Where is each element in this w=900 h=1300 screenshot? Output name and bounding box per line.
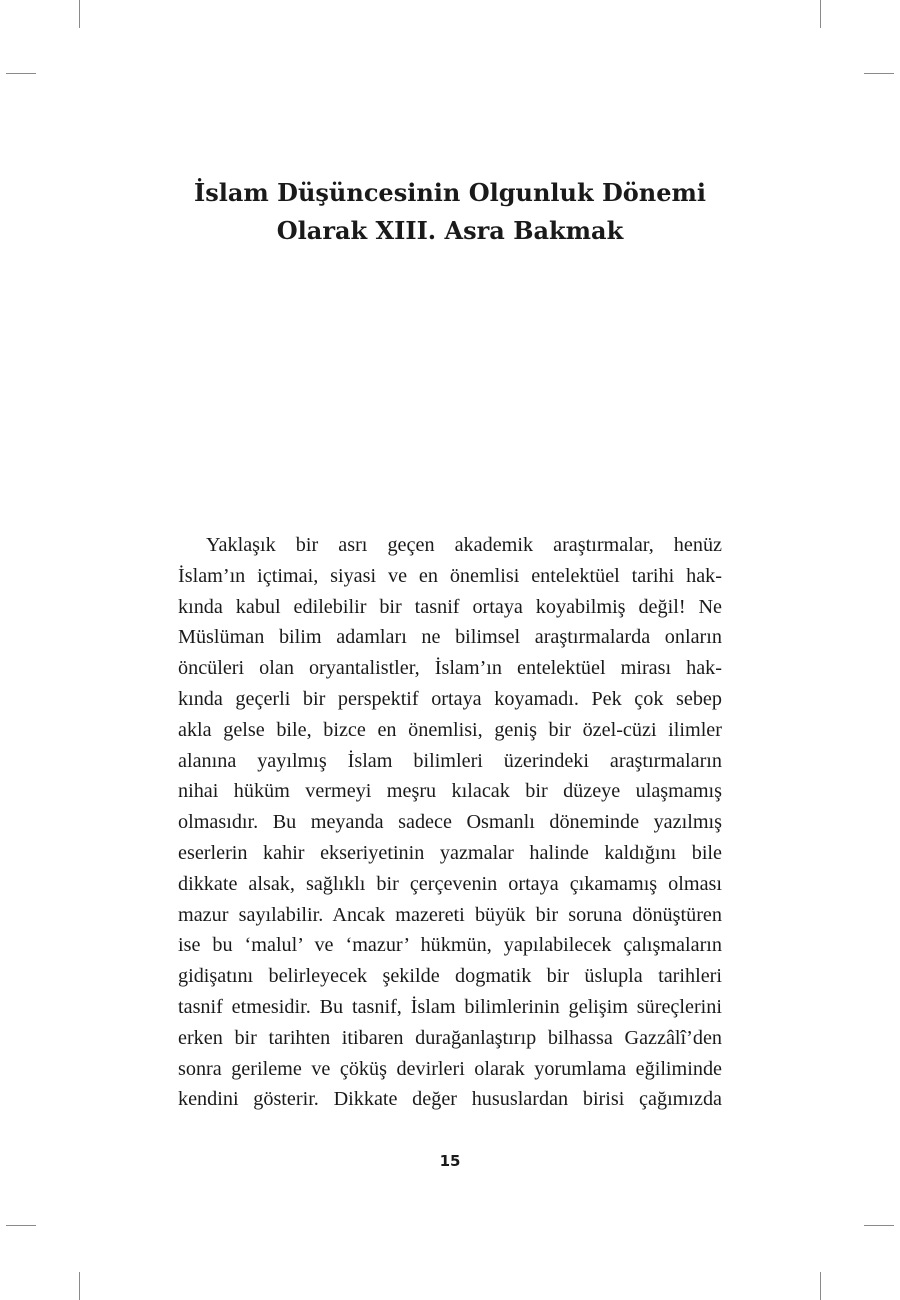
body-line: ise bu ‘malul’ ve ‘mazur’ hükmün, yapılabilecek çalışmaların [178, 934, 722, 957]
body-line: öncüleri olan oryantalistler, İslam’ın entelektüel mirası hak- [178, 657, 722, 680]
body-line: tasnif etmesidir. Bu tasnif, İslam bilimlerinin gelişim süreçlerini [178, 995, 722, 1018]
body-line: eserlerin kahir ekseriyetinin yazmalar halinde kaldığını bile [178, 841, 722, 864]
chapter-title-line-2: Olarak XIII. Asra Bakmak [276, 216, 624, 245]
body-paragraph [178, 530, 722, 1115]
chapter-title [0, 174, 900, 250]
body-line: mazur sayılabilir. Ancak mazereti büyük bir soruna dönüştüren [178, 903, 722, 926]
body-line: Müslüman bilim adamları ne bilimsel araştırmalarda onların [178, 626, 722, 649]
body-line: olmasıdır. Bu meyanda sadece Osmanlı döneminde yazılmış [178, 811, 722, 834]
body-line: nihai hüküm vermeyi meşru kılacak bir düzeye ulaşmamış [178, 780, 722, 803]
crop-mark-bottom-right [820, 1272, 821, 1300]
crop-mark-bottom-left [79, 1272, 80, 1300]
body-line: sonra gerileme ve çöküş devirleri olarak yorumlama eğiliminde [178, 1057, 722, 1080]
crop-mark-right-bottom [864, 1225, 894, 1226]
body-line: Yaklaşık bir asrı geçen akademik araştırmalar, henüz [206, 534, 722, 556]
crop-mark-top-right [820, 0, 821, 28]
body-line: İslam’ın içtimai, siyasi ve en önemlisi entelektüel tarihi hak- [178, 564, 722, 587]
body-line: alanına yayılmış İslam bilimleri üzerindeki araştırmaların [178, 749, 722, 772]
body-line: kında kabul edilebilir bir tasnif ortaya koyabilmiş değil! Ne [178, 595, 722, 618]
crop-mark-top-left [79, 0, 80, 28]
body-line: kendini gösterir. Dikkate değer hususlardan birisi çağımızda [178, 1088, 722, 1111]
crop-mark-left-bottom [6, 1225, 36, 1226]
crop-mark-left-top [6, 73, 36, 74]
body-line: gidişatını belirleyecek şekilde dogmatik bir üslupla tarihleri [178, 965, 722, 988]
body-line: erken bir tarihten itibaren durağanlaştırıp bilhassa Gazzâlî’den [178, 1026, 722, 1049]
chapter-title-line-1: İslam Düşüncesinin Olgunluk Dönemi [193, 178, 706, 207]
crop-mark-right-top [864, 73, 894, 74]
body-line: akla gelse bile, bizce en önemlisi, geniş bir özel-cüzi ilimler [178, 718, 722, 741]
body-line: dikkate alsak, sağlıklı bir çerçevenin ortaya çıkamamış olması [178, 872, 722, 895]
body-line: kında geçerli bir perspektif ortaya koyamadı. Pek çok sebep [178, 687, 722, 710]
page-number: 15 [439, 1152, 461, 1170]
